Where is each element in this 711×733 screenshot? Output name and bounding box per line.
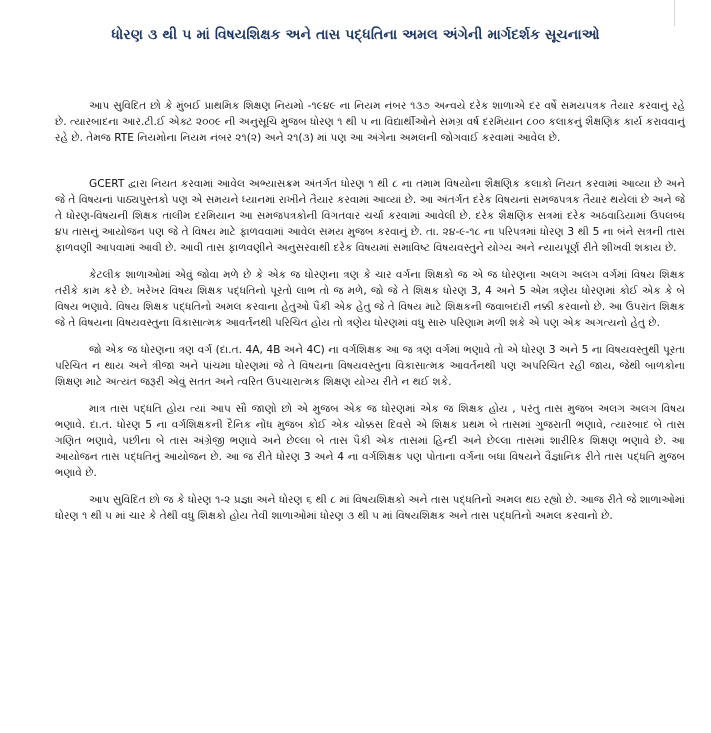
paragraph-3: કેટલીક શાળાઓમાં એવું જોવા મળે છે કે એક જ ધોરણના ત્રણ કે ચાર વર્ગના શિક્ષકો જ એ જ ધોરણના અલગ અલગ વર્ગમાં વિષય શિક્ષક તરીકે કામ કરે છે. ખરેખર વિષય શિક્ષક પદ્ધતિનો પૂરતો લાભ તો જ મળે, જો જે તે શિક્ષક ધોરણ 3, 4 અને 5 એમ ત્રણેય ધોરણમાં કોઈ એક કે બે વિષય ભણાવે. વિષય શિક્ષક પદ્ધતિનો અમલ કરવાના હેતુઓ પૈકી એક હેતુ જે તે વિષય માટે શિક્ષકની જવાબદારી નક્કી કરવાનો છે. આ ઉપરાંત શિક્ષક જે તે વિષયના વિષયવસ્તુના વિકાસાત્મક આવર્તનથી પરિચિત હોય તો ત્રણેય ધોરણમાં વધુ સારુ પરિણામ મળી શકે એ પણ એક અગત્યનો હેતુ છે. [55, 269, 685, 329]
page-corner-fold [674, 0, 689, 26]
paragraph-4: જો એક જ ધોરણના ત્રણ વર્ગ (દા.ત. 4A, 4B અને 4C) ના વર્ગશિક્ષક આ જ ત્રણ વર્ગમાં ભણાવે તો એ ધોરણ 3 અને 5 ના વિષયવસ્તુથી પૂરતા પરિચિત ન થાય અને ત્રીજા અને પાંચમા ધોરણમાં જે તે વિષયના વિષયવસ્તુના વિકાસાત્મક આવર્તનથી પણ અપરિચિત રહી જાય, જેથી બાળકોના શિક્ષણ માટે અત્યંત જરૂરી એવું સતત અને ત્વરિત ઉપચારાત્મક શિક્ષણ યોગ્ય રીતે ન થઈ શકે. [55, 344, 685, 388]
paragraph-6: આપ સુવિદિત છો જ કે ધોરણ ૧-૨ પ્રજ્ઞા અને ધોરણ ૬ થી ૮ માં વિષયશિક્ષકો અને તાસ પદ્ધતિનો અમલ થઇ રહ્યો છે. આજ રીતે જે શાળાઓમાં ધોરણ ૧ થી ૫ માં ચાર કે તેથી વધુ શિક્ષકો હોય તેવી શાળાઓમાં ધોરણ ૩ થી ૫ માં વિષયશિક્ષક અને તાસ પદ્ધતિનો અમલ કરવાનો છે. [55, 494, 685, 522]
document-title: ધોરણ ૩ થી ૫ માં વિષયશિક્ષક અને તાસ પદ્ધતિના અમલ અંગેની માર્ગદર્શક સૂચનાઓ [111, 27, 600, 43]
paragraph-2: GCERT દ્વારા નિયત કરવામાં આવેલ અભ્યાસક્રમ અંતર્ગત ધોરણ ૧ થી ૮ ના તમામ વિષયોના શૈક્ષણિક કલાકો નિયત કરવામાં આવ્યા છે અને જે તે વિષયનાં પાઠ્યપુસ્તકો પણ એ સમયને ધ્યાનમાં રાખીને તૈયાર કરવામાં આવ્યાં છે. આ અંતર્ગત દરેક વિષયનાં સમજપત્રક તૈયાર થયેલાં છે અને જે તે ધોરણ-વિષયની શિક્ષક તાલીમ દરમિયાન આ સમજપત્રકોની વિગતવાર ચર્ચા કરવામાં આવેલી છે. દરેક શૈક્ષણિક સત્રમાં દરેક અઠવાડિયામાં ઉપલબ્ધ ૪૫ તાસનું આયોજન પણ જે તે વિષય માટે ફાળવવામાં આવેલ સમય મુજબ કરવાનું છે. તા. ૨૪-૯-૧૮ ના પરિપત્રમાં ધોરણ 3 થી 5 ના બંને સત્રની તાસ ફાળવણી આપવામાં આવી છે. આવી તાસ ફાળવણીને અનુસરવાથી દરેક વિષયમાં સમાવિષ્ટ વિષયવસ્તુને યોગ્ય અને ન્યાયપૂર્ણ રીતે શીખવી શકાય છે. [55, 178, 685, 254]
paragraph-1: આપ સુવિદિત છો કે મુંબઈ પ્રાથમિક શિક્ષણ નિયમો -૧૯૪૯ ના નિયમ નંબર ૧૩૭ અન્વયે દરેક શાળાએ દર વર્ષે સમયપત્રક તૈયાર કરવાનું રહે છે. ત્યારબાદના આર.ટી.ઈ એક્ટ ૨૦૦૯ ની અનુસૂચિ મુજબ ધોરણ ૧ થી ૫ ના વિદ્યાર્થીઓને સમગ્ર વર્ષ દરમિયાન ૮૦૦ કલાકનું શૈક્ષણિક કાર્ય કરાવવાનું રહે છે. તેમજ RTE નિયમોના નિયમ નંબર ૨૧(૨) અને ૨૧(૩) માં પણ આ અંગેના અમલની જોગવાઈ કરવામાં આવેલ છે. [55, 100, 685, 144]
paragraph-5: માત્ર તાસ પદ્ધતિ હોય ત્યાં આપ સૌ જાણો છો એ મુજબ એક જ ધોરણમાં એક જ શિક્ષક હોય , પરંતુ તાસ મુજબ અલગ અલગ વિષય ભણાવે. દા.ત. ધોરણ 5 ના વર્ગશિક્ષકની દૈનિક નોંધ મુજબ કોઈ એક ચોક્કસ દિવસે એ શિક્ષક પ્રથમ બે તાસમાં ગુજરાતી ભણાવે, ત્યારબાદ બે તાસ ગણિત ભણાવે, પછીના બે તાસ અંગ્રેજી ભણાવે અને છેલ્લા બે તાસ પૈકી એક તાસમાં હિન્દી અને છેલ્લા તાસમાં શારીરિક શિક્ષણ ભણાવે છે. આ આયોજન તાસ પદ્ધતિનું આયોજન છે. આ જ રીતે ધોરણ 3 અને 4 ના વર્ગશિક્ષક પણ પોતાના વર્ગના બધા વિષયને વૈજ્ઞાનિક રીતે તાસ પદ્ધતિ મુજબ ભણાવે છે. [55, 403, 685, 479]
document-body [55, 98, 685, 535]
